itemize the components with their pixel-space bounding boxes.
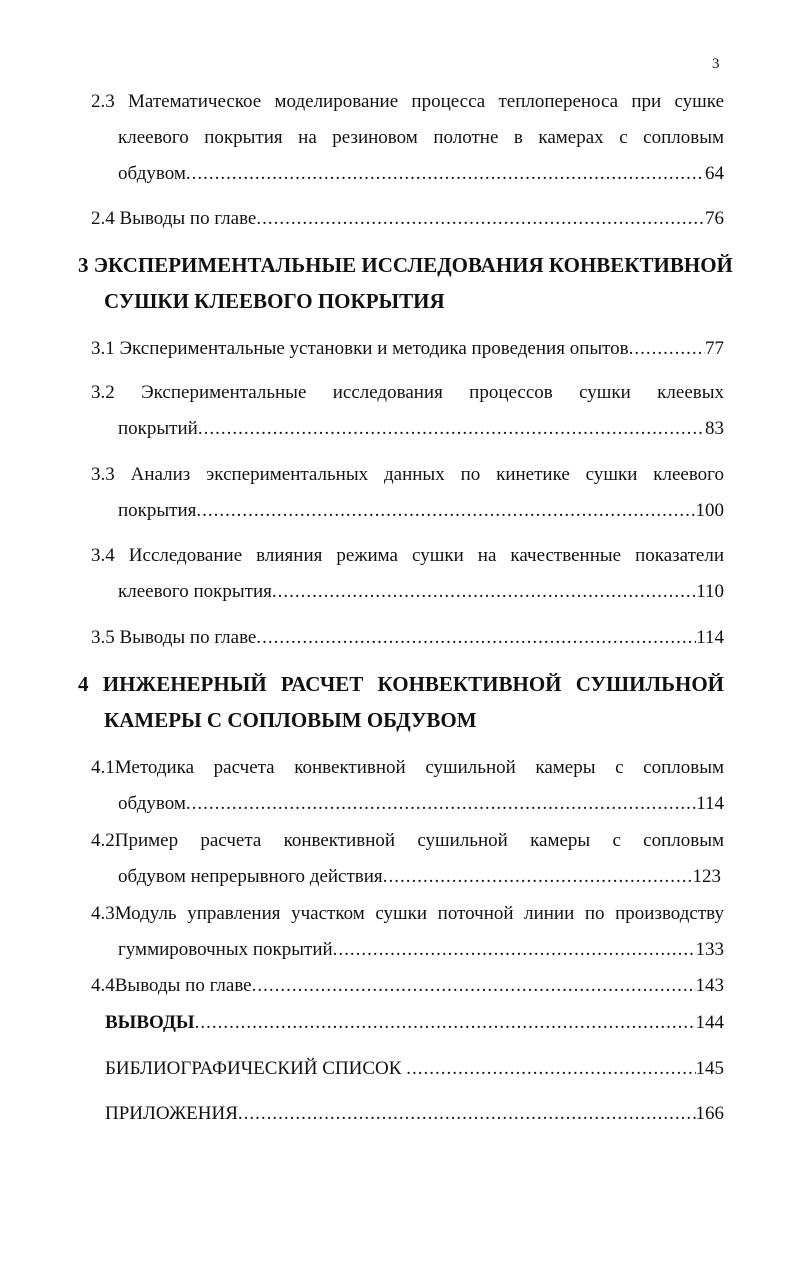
- toc-4-2-line1: 4.2Пример расчета конвективной сушильной камеры с сопловым: [91, 830, 724, 851]
- toc-entry-2-4[interactable]: [91, 206, 724, 232]
- toc-3-1-page: 77: [705, 338, 724, 359]
- toc-4-3-line2: гуммировочных покрытий: [118, 939, 333, 960]
- toc-entry-4-2[interactable]: [118, 864, 721, 890]
- chapter-4-title-line2: КАМЕРЫ С СОПЛОВЫМ ОБДУВОМ: [104, 708, 477, 732]
- leader-dots: [629, 336, 705, 362]
- toc-entry-3-5[interactable]: [91, 625, 724, 651]
- leader-dots: [186, 791, 696, 817]
- leader-dots: [383, 864, 693, 890]
- toc-entry-bibliography[interactable]: [105, 1056, 724, 1082]
- toc-appendices-title: ПРИЛОЖЕНИЯ: [105, 1103, 238, 1124]
- toc-3-2-page: 83: [705, 418, 724, 439]
- toc-3-5-title: 3.5 Выводы по главе: [91, 627, 257, 648]
- toc-4-4-title: 4.4Выводы по главе: [91, 975, 252, 996]
- toc-4-2-line2: обдувом непрерывного действия: [118, 866, 383, 887]
- chapter-4-title-line1: 4 ИНЖЕНЕРНЫЙ РАСЧЕТ КОНВЕКТИВНОЙ СУШИЛЬНОЙ: [78, 672, 724, 696]
- leader-dots: [238, 1101, 696, 1127]
- toc-entry-2-3[interactable]: [118, 161, 724, 187]
- toc-3-4-page: 110: [696, 581, 724, 602]
- toc-entry-4-1[interactable]: [118, 791, 724, 817]
- leader-dots: [196, 498, 695, 524]
- chapter-3-title-line1: 3 ЭКСПЕРИМЕНТАЛЬНЫЕ ИССЛЕДОВАНИЯ КОНВЕКТИВНОЙ: [78, 253, 733, 277]
- chapter-3-title-line2: СУШКИ КЛЕЕВОГО ПОКРЫТИЯ: [104, 289, 445, 313]
- toc-3-2-line2: покрытий: [118, 418, 198, 439]
- toc-3-4-line1: 3.4 Исследование влияния режима сушки на качественные показатели: [91, 545, 724, 566]
- toc-entry-conclusions[interactable]: [105, 1010, 724, 1036]
- toc-3-4-line2: клеевого покрытия: [118, 581, 272, 602]
- toc-2-4-page: 76: [705, 208, 724, 229]
- toc-2-3-line3: обдувом: [118, 163, 186, 184]
- toc-entry-3-3[interactable]: [118, 498, 724, 524]
- toc-bibliography-title: БИБЛИОГРАФИЧЕСКИЙ СПИСОК: [105, 1058, 407, 1079]
- page-number: 3: [712, 56, 720, 72]
- toc-2-4-title: 2.4 Выводы по главе: [91, 208, 257, 229]
- toc-conclusions-title: ВЫВОДЫ: [105, 1012, 195, 1033]
- toc-entry-3-1[interactable]: [91, 336, 724, 362]
- toc-3-3-page: 100: [695, 500, 724, 521]
- toc-conclusions-page: 144: [695, 1012, 724, 1033]
- toc-3-1-title: 3.1 Экспериментальные установки и методика проведения опытов: [91, 338, 629, 359]
- toc-4-3-line1: 4.3Модуль управления участком сушки поточной линии по производству: [91, 903, 724, 924]
- leader-dots: [252, 973, 696, 999]
- toc-3-5-page: 114: [696, 627, 724, 648]
- toc-appendices-page: 166: [695, 1103, 724, 1124]
- toc-bibliography-page: 145: [695, 1058, 724, 1079]
- toc-3-2-line1: 3.2 Экспериментальные исследования процессов сушки клеевых: [91, 382, 724, 403]
- leader-dots: [186, 161, 705, 187]
- toc-4-4-page: 143: [695, 975, 724, 996]
- toc-2-3-line2: клеевого покрытия на резиновом полотне в камерах с сопловым: [118, 127, 724, 148]
- leader-dots: [198, 416, 705, 442]
- toc-4-3-page: 133: [695, 939, 724, 960]
- toc-3-3-line2: покрытия: [118, 500, 197, 521]
- toc-entry-appendices[interactable]: [105, 1101, 724, 1127]
- toc-4-2-page: 123: [692, 866, 721, 887]
- leader-dots: [406, 1056, 695, 1082]
- toc-entry-4-4[interactable]: [91, 973, 724, 999]
- leader-dots: [195, 1010, 696, 1036]
- leader-dots: [333, 937, 696, 963]
- leader-dots: [256, 206, 705, 232]
- toc-3-3-line1: 3.3 Анализ экспериментальных данных по кинетике сушки клеевого: [91, 464, 724, 485]
- toc-entry-3-4[interactable]: [118, 579, 724, 605]
- toc-4-1-page: 114: [696, 793, 724, 814]
- toc-entry-4-3[interactable]: [118, 937, 724, 963]
- toc-4-1-line1: 4.1Методика расчета конвективной сушильной камеры с сопловым: [91, 757, 724, 778]
- toc-entry-3-2[interactable]: [118, 416, 724, 442]
- toc-2-3-page: 64: [705, 163, 724, 184]
- toc-4-1-line2: обдувом: [118, 793, 186, 814]
- toc-2-3-line1: 2.3 Математическое моделирование процесса теплопереноса при сушке: [91, 91, 724, 112]
- leader-dots: [272, 579, 696, 605]
- leader-dots: [256, 625, 696, 651]
